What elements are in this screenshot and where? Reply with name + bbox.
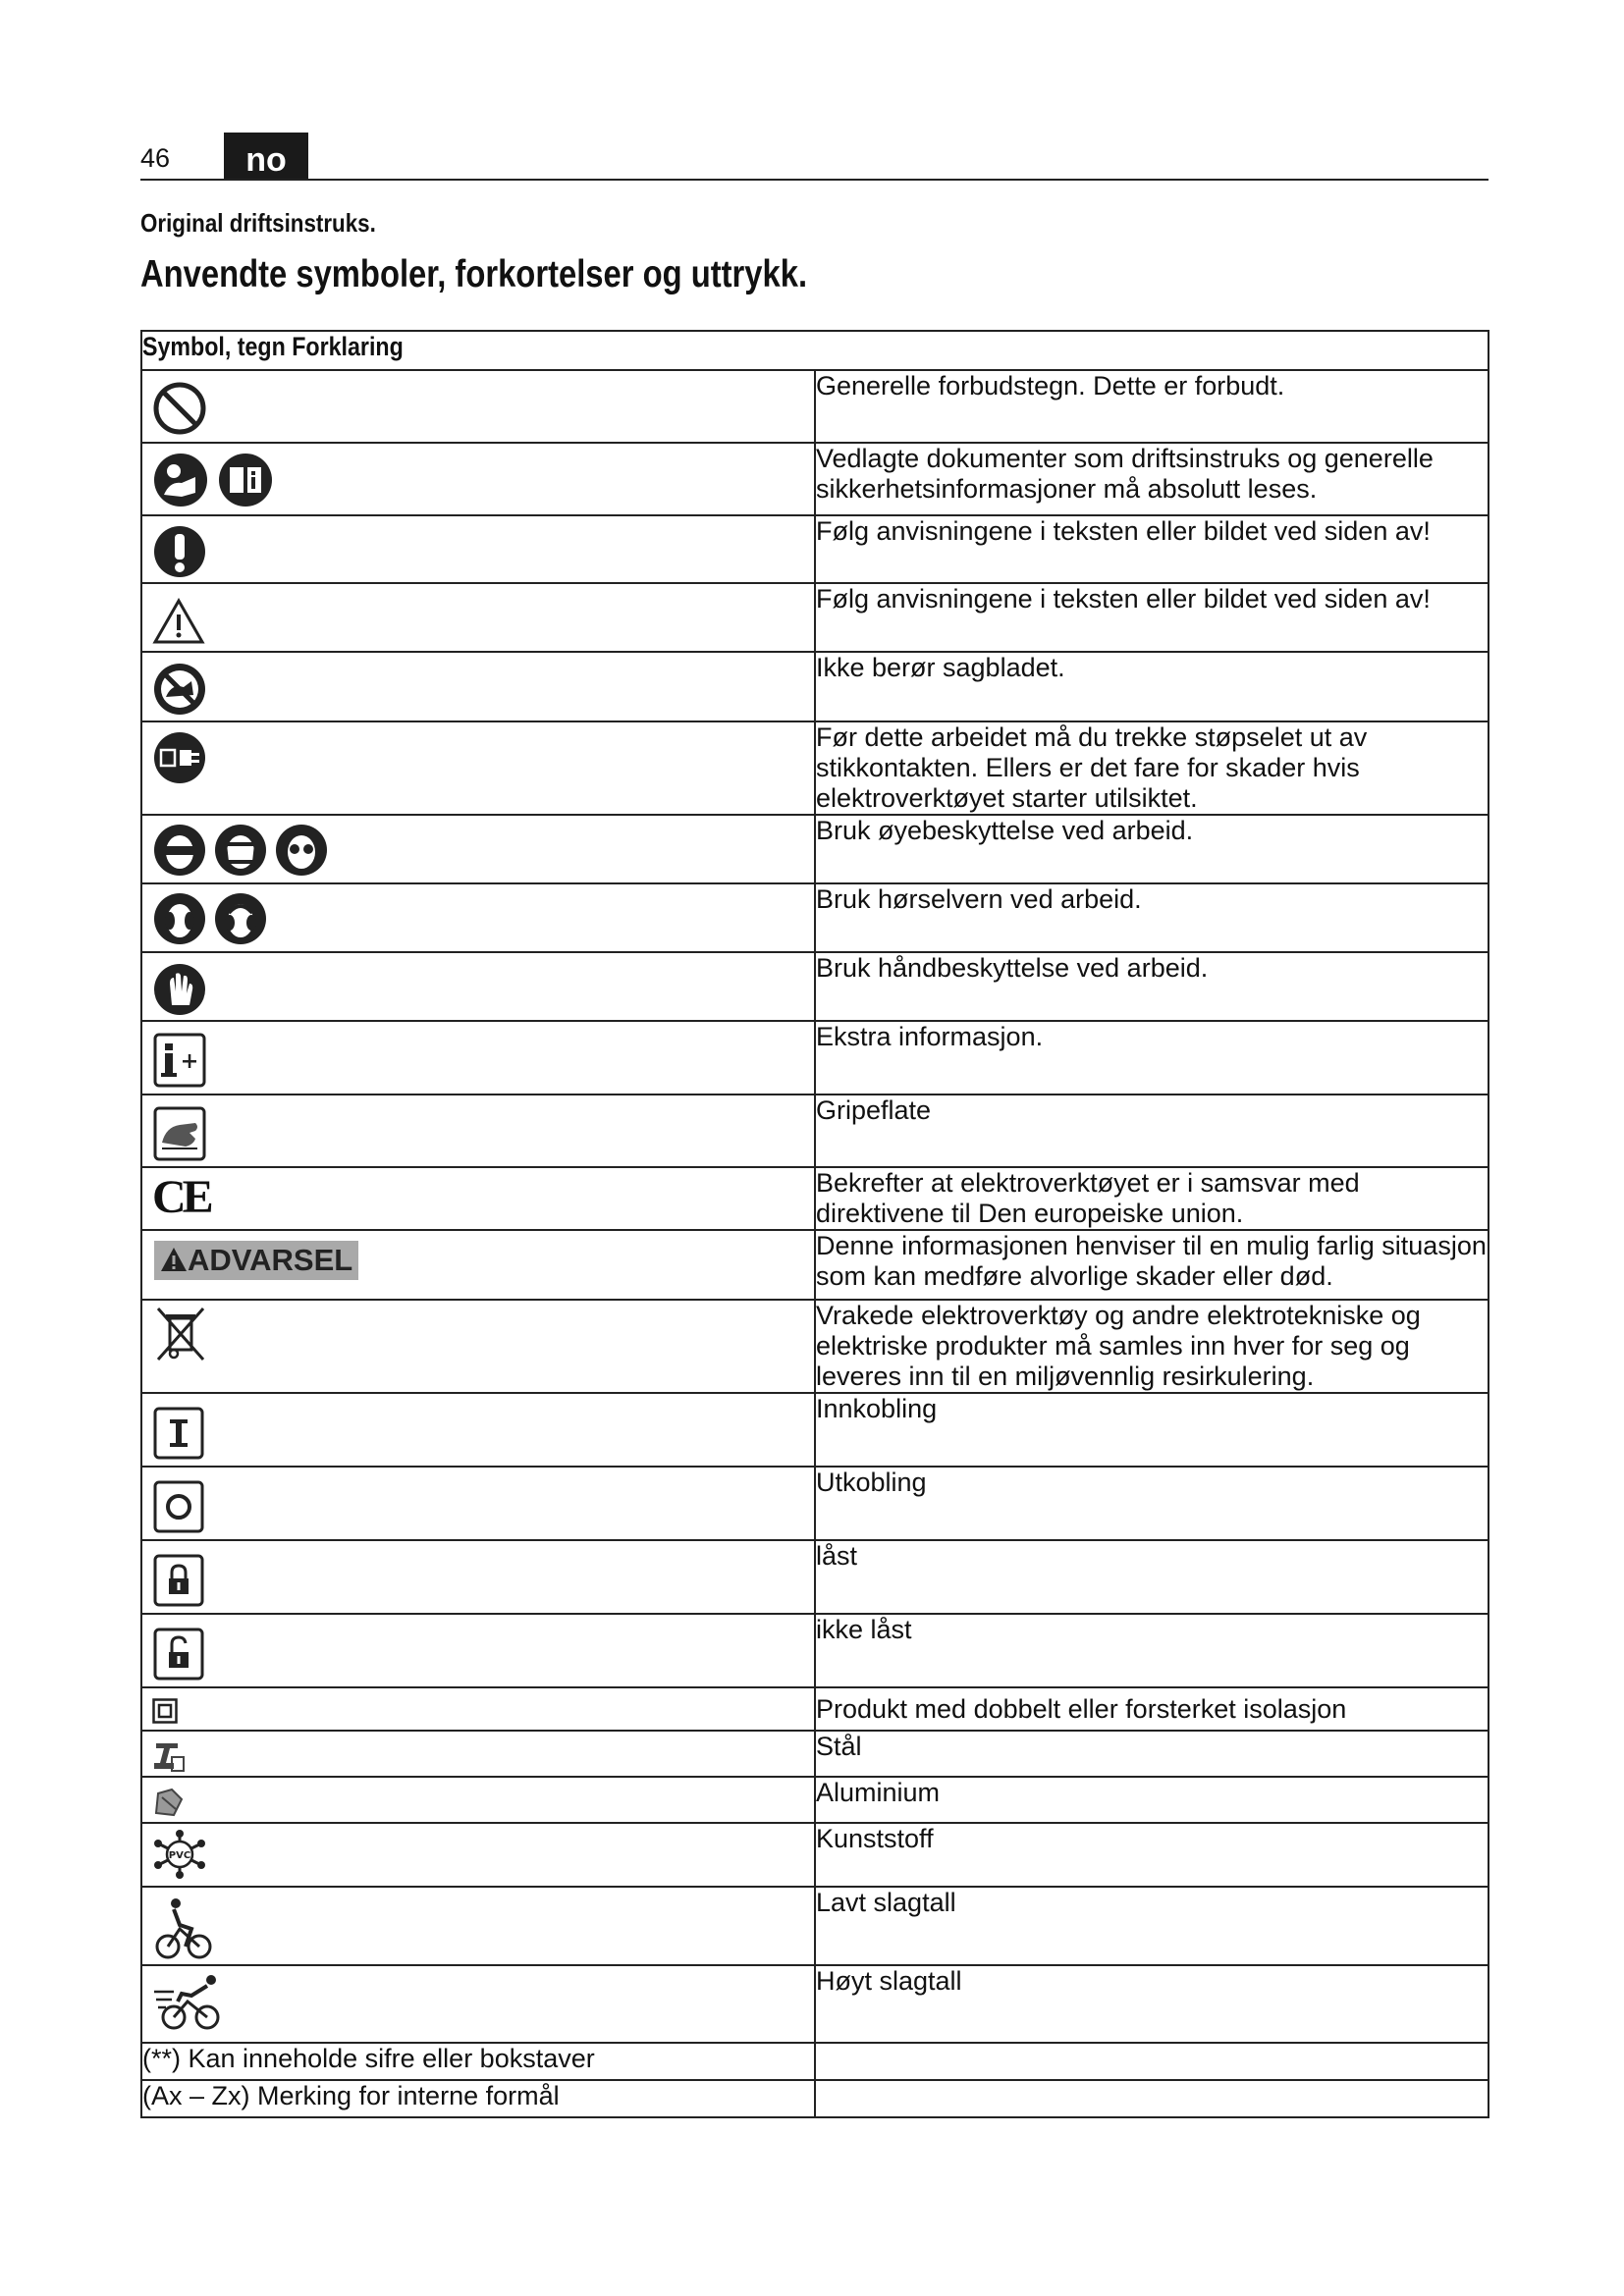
symbol-cell	[141, 1095, 815, 1167]
table-row	[141, 1887, 1489, 1965]
ear-muff-icon	[213, 891, 268, 946]
symbol-cell	[141, 1777, 815, 1823]
page-number: 46	[140, 143, 171, 173]
explanation-cell: Generelle forbudstegn. Dette er forbudt.	[815, 370, 1489, 443]
explanation-cell: Produkt med dobbelt eller forsterket isolasjon	[815, 1687, 1489, 1731]
explanation-cell: ikke låst	[815, 1614, 1489, 1687]
table-row	[141, 1230, 1489, 1300]
read-manual-icon	[152, 452, 209, 508]
symbol-cell	[141, 1965, 815, 2043]
footnote-cell: (Ax – Zx) Merking for interne formål	[141, 2080, 815, 2117]
explanation-cell: Denne informasjonen henviser til en mulig farlig situasjon som kan medføre alvorlige skader eller død.	[815, 1230, 1489, 1300]
footnote-cell: (**) Kan inneholde sifre eller bokstaver	[141, 2043, 815, 2080]
aluminium-icon	[152, 1786, 186, 1819]
table-row	[141, 815, 1489, 883]
table-row	[141, 583, 1489, 652]
table-header-row	[141, 331, 1489, 370]
weee-bin-icon	[152, 1305, 209, 1363]
low-speed-cyclist-icon	[152, 1896, 215, 1960]
footnote-cell-spacer	[815, 2080, 1489, 2117]
table-row	[141, 883, 1489, 952]
symbol-cell	[141, 1393, 815, 1467]
table-header: Symbol, tegn Forklaring	[141, 331, 1489, 370]
table-row	[141, 1823, 1489, 1887]
symbol-cell	[141, 652, 815, 721]
table-row	[141, 1095, 1489, 1167]
symbol-cell	[141, 370, 815, 443]
high-speed-cyclist-icon	[152, 1972, 227, 2033]
advarsel-label-icon: ADVARSEL	[154, 1241, 358, 1280]
explanation-cell: Gripeflate	[815, 1095, 1489, 1167]
hand-protection-icon	[152, 962, 207, 1017]
warning-triangle-small-icon	[160, 1247, 188, 1272]
table-row	[141, 1777, 1489, 1823]
footnote-cell-spacer	[815, 2043, 1489, 2080]
table-row	[141, 1614, 1489, 1687]
explanation-cell: Ikke berør sagbladet.	[815, 652, 1489, 721]
symbol-cell	[141, 583, 815, 652]
explanation-cell: Utkobling	[815, 1467, 1489, 1540]
explanation-cell: Bruk hørselvern ved arbeid.	[815, 883, 1489, 952]
face-shield-icon	[213, 823, 268, 878]
warning-triangle-icon	[152, 598, 205, 645]
table-row	[141, 1965, 1489, 2043]
double-insulation-icon	[152, 1698, 178, 1724]
explanation-cell: Bruk øyebeskyttelse ved arbeid.	[815, 815, 1489, 883]
symbol-cell	[141, 1021, 815, 1095]
symbol-cell	[141, 1467, 815, 1540]
symbol-cell	[141, 1887, 815, 1965]
symbol-cell	[141, 1167, 815, 1230]
table-row	[141, 1167, 1489, 1230]
table-row	[141, 443, 1489, 515]
explanation-cell: Aluminium	[815, 1777, 1489, 1823]
ear-protection-icon	[152, 891, 207, 946]
symbol-cell	[141, 443, 815, 515]
ce-mark-icon: CE	[152, 1171, 210, 1223]
symbol-cell	[141, 1300, 815, 1393]
locked-icon	[152, 1553, 205, 1608]
symbol-cell	[141, 515, 815, 583]
symbol-cell	[141, 1823, 815, 1887]
explanation-cell: Bekrefter at elektroverktøyet er i samsvar med direktivene til Den europeiske union.	[815, 1167, 1489, 1230]
table-row	[141, 515, 1489, 583]
symbol-cell	[141, 952, 815, 1021]
symbol-cell	[141, 1540, 815, 1614]
symbol-cell	[141, 1230, 815, 1300]
grip-surface-icon	[152, 1105, 207, 1162]
page-title: Anvendte symboler, forkortelser og uttrykk.	[140, 253, 808, 295]
table-row	[141, 1540, 1489, 1614]
explanation-cell: Høyt slagtall	[815, 1965, 1489, 2043]
eye-protection-icon	[152, 823, 207, 878]
goggles-icon	[274, 823, 329, 878]
no-touch-blade-icon	[152, 662, 207, 717]
language-badge: no	[224, 133, 308, 180]
table-row	[141, 1021, 1489, 1095]
explanation-cell: Ekstra informasjon.	[815, 1021, 1489, 1095]
symbol-cell	[141, 883, 815, 952]
table-row	[141, 1467, 1489, 1540]
plastic-pvc-icon	[152, 1830, 207, 1879]
explanation-cell: Stål	[815, 1731, 1489, 1777]
info-plus-icon	[152, 1032, 207, 1089]
explanation-cell: Vrakede elektroverktøy og andre elektrotekniske og elektriske produkter må samles inn hver for seg og leveres inn til en miljøvennlig resirkulering.	[815, 1300, 1489, 1393]
footnote-row	[141, 2043, 1489, 2080]
manual-book-icon	[217, 452, 274, 508]
explanation-cell: låst	[815, 1540, 1489, 1614]
explanation-cell: Innkobling	[815, 1393, 1489, 1467]
footnote-row	[141, 2080, 1489, 2117]
table-row	[141, 952, 1489, 1021]
header-rule	[140, 179, 1489, 181]
prohibition-icon	[152, 381, 207, 436]
symbol-cell	[141, 1687, 815, 1731]
table-row	[141, 652, 1489, 721]
table-row	[141, 1393, 1489, 1467]
symbol-cell	[141, 815, 815, 883]
symbol-cell	[141, 721, 815, 815]
explanation-cell: Følg anvisningene i teksten eller bildet ved siden av!	[815, 583, 1489, 652]
explanation-cell: Bruk håndbeskyttelse ved arbeid.	[815, 952, 1489, 1021]
table-row	[141, 1687, 1489, 1731]
switch-on-icon	[152, 1406, 205, 1461]
table-row	[141, 370, 1489, 443]
document-subtitle: Original driftsinstruks.	[140, 208, 376, 238]
table-row	[141, 1300, 1489, 1393]
steel-icon	[152, 1739, 186, 1773]
table-row	[141, 1731, 1489, 1777]
symbol-cell	[141, 1614, 815, 1687]
unplug-icon	[152, 730, 207, 785]
symbol-cell	[141, 1731, 815, 1777]
switch-off-icon	[152, 1479, 205, 1534]
explanation-cell: Kunststoff	[815, 1823, 1489, 1887]
svg-text:PVC: PVC	[168, 1850, 191, 1861]
table-row	[141, 721, 1489, 815]
explanation-cell: Følg anvisningene i teksten eller bildet ved siden av!	[815, 515, 1489, 583]
exclamation-icon	[152, 524, 207, 579]
symbol-table	[140, 330, 1489, 2118]
unlocked-icon	[152, 1627, 205, 1682]
explanation-cell: Før dette arbeidet må du trekke støpselet ut av stikkontakten. Ellers er det fare for skader hvis elektroverktøyet starter utilsiktet.	[815, 721, 1489, 815]
explanation-cell: Lavt slagtall	[815, 1887, 1489, 1965]
explanation-cell: Vedlagte dokumenter som driftsinstruks og generelle sikkerhetsinformasjoner må absolutt leses.	[815, 443, 1489, 515]
